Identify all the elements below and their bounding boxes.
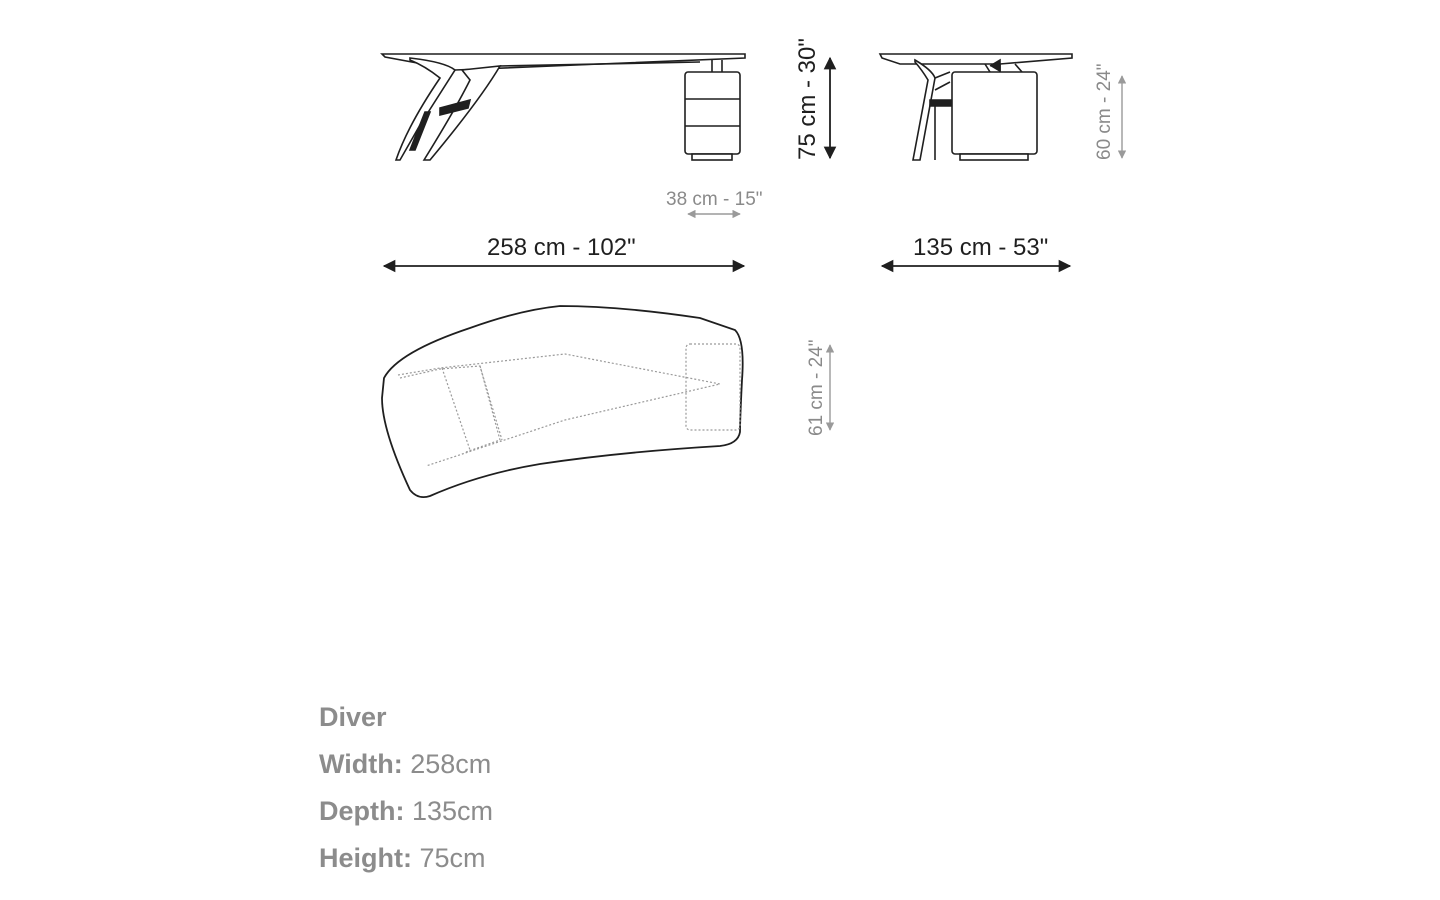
spec-value-width: 258cm: [410, 749, 492, 779]
top-depth-dimension-label: 61 cm - 24": [806, 339, 827, 436]
spec-row-width: [319, 741, 919, 788]
spec-row-height: [319, 835, 919, 882]
drawer-height-dimension: [1094, 63, 1122, 160]
drawer-width-dimension-label: 38 cm - 15": [666, 189, 763, 210]
side-drawer-unit: [952, 72, 1037, 154]
front-leg-rear: [424, 66, 500, 160]
front-elevation: [382, 54, 745, 160]
side-elevation: [880, 54, 1072, 160]
plan-tabletop-outline: [382, 306, 743, 497]
width-dimension: [384, 234, 744, 266]
spec-label-depth: Depth:: [319, 796, 405, 826]
width-dimension-label: 258 cm - 102": [487, 234, 636, 261]
product-name-row: [319, 694, 919, 741]
depth-dimension-label: 135 cm - 53": [913, 234, 1049, 261]
side-leg: [913, 60, 935, 160]
spec-row-depth: [319, 788, 919, 835]
spec-value-depth: 135cm: [412, 796, 494, 826]
top-depth-dimension: [806, 339, 830, 436]
height-dimension: [794, 38, 830, 160]
depth-dimension: [882, 234, 1070, 266]
height-dimension-label: 75 cm - 30": [794, 38, 821, 160]
side-tabletop: [880, 54, 1072, 64]
spec-label-height: Height:: [319, 843, 412, 873]
drawer-height-dimension-label: 60 cm - 24": [1094, 63, 1115, 160]
product-name: Diver: [319, 702, 387, 732]
spec-value-height: 75cm: [419, 843, 486, 873]
drawer-width-dimension: [666, 189, 763, 214]
plan-view: [382, 306, 743, 497]
front-drawer-unit: [685, 72, 740, 154]
product-specs: [319, 694, 919, 882]
spec-label-width: Width:: [319, 749, 403, 779]
